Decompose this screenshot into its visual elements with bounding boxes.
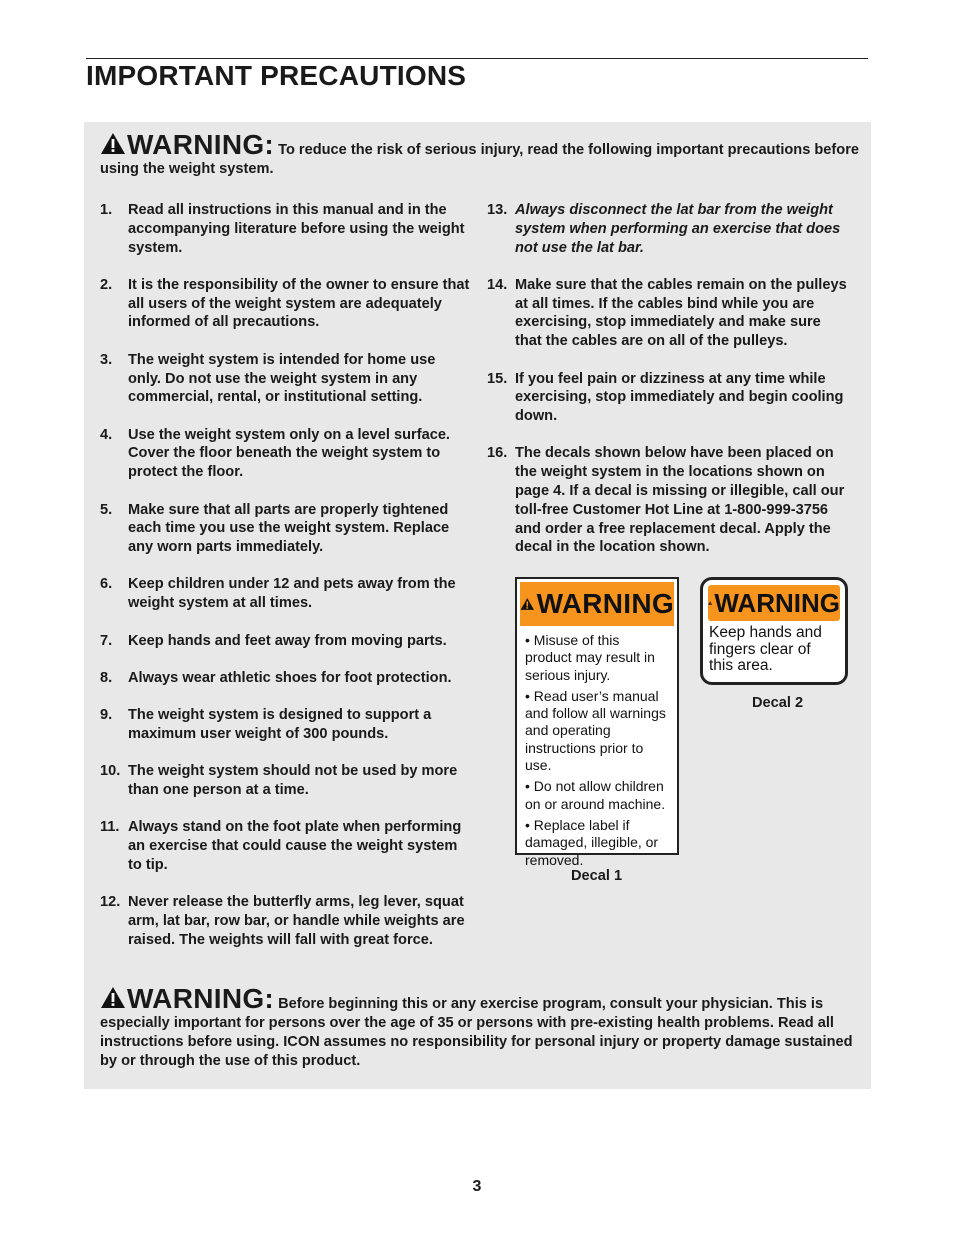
warning-triangle-icon xyxy=(520,593,535,615)
precaution-text: The decals shown below have been placed on the weight system in the locations shown on page 4. If a decal is missing or illegible, call our toll-free Customer Hot Line at 1-800-999-3756 and order a free replacement decal. Apply the decal in the location shown. xyxy=(515,445,845,556)
warning-top-label: WARNING: xyxy=(127,129,275,160)
precaution-number: 15. xyxy=(487,370,508,387)
warning-triangle-icon xyxy=(708,593,712,613)
precaution-number: 5. xyxy=(100,501,113,518)
warning-bottom-label: WARNING: xyxy=(127,983,275,1014)
decal-1-bullet: • Misuse of this product may result in serious injury. xyxy=(525,632,655,683)
precaution-text: Read all instructions in this manual and in the accompanying literature before using the weight system. xyxy=(128,202,465,256)
warning-triangle-icon xyxy=(100,132,126,155)
precaution-number: 1. xyxy=(100,202,113,218)
precaution-item xyxy=(100,501,470,557)
page-number: 3 xyxy=(472,1178,482,1195)
precaution-text: Keep hands and feet away from moving parts. xyxy=(128,632,447,649)
top-rule xyxy=(86,58,868,59)
precaution-number: 11. xyxy=(100,819,120,836)
precaution-text: Always stand on the foot plate when performing an exercise that could cause the weight system to tip. xyxy=(128,819,462,873)
precaution-text: Keep children under 12 and pets away from the weight system at all times. xyxy=(128,576,456,612)
precaution-text: Always wear athletic shoes for foot protection. xyxy=(128,669,452,686)
decal-1-bullet: • Read user’s manual and follow all warnings and operating instructions prior to use. xyxy=(525,687,666,774)
precaution-number: 12. xyxy=(100,894,121,911)
precautions-left-column xyxy=(100,201,470,968)
warning-top xyxy=(100,129,860,179)
decal-2 xyxy=(700,577,848,685)
precaution-text: Make sure that all parts are properly tightened each time you use the weight system. Replace any worn parts immediately. xyxy=(128,501,450,556)
precaution-item xyxy=(100,201,470,257)
precaution-text: It is the responsibility of the owner to ensure that all users of the weight system are adequately informed of all precautions. xyxy=(128,276,470,331)
precaution-number: 14. xyxy=(487,276,508,293)
page-title: IMPORTANT PRECAUTIONS xyxy=(86,60,467,91)
precaution-number: 16. xyxy=(487,445,508,462)
precaution-text: The weight system is designed to support a maximum user weight of 300 pounds. xyxy=(128,707,432,742)
precaution-text: Use the weight system only on a level surface. Cover the floor beneath the weight system to protect the floor. xyxy=(128,426,450,481)
precaution-item xyxy=(100,351,470,407)
precaution-item xyxy=(100,632,470,651)
decal-2-text: Keep hands and fingers clear of this area. xyxy=(709,624,822,674)
precaution-item xyxy=(100,575,470,613)
warning-bottom xyxy=(100,983,860,1071)
precautions-right-column xyxy=(487,201,851,576)
decal-1-header: WARNING xyxy=(520,582,674,626)
precaution-text: Never release the butterfly arms, leg lever, squat arm, lat bar, row bar, or handle while weights are raised. The weights will fall with great force. xyxy=(128,894,465,948)
precaution-item xyxy=(100,669,470,688)
warning-top-text: To reduce the risk of serious injury, read the following important precautions before using the weight system. xyxy=(100,142,859,177)
precaution-number: 4. xyxy=(100,426,113,443)
decal-2-caption: Decal 2 xyxy=(752,695,804,711)
precaution-number: 10. xyxy=(100,763,121,780)
warning-triangle-icon xyxy=(100,986,126,1009)
precaution-item xyxy=(487,276,851,351)
decal-1 xyxy=(515,577,679,868)
precaution-item xyxy=(487,444,851,557)
precaution-text: The weight system should not be used by more than one person at a time. xyxy=(128,763,458,799)
precaution-item xyxy=(100,818,470,874)
precaution-text: The weight system is intended for home use only. Do not use the weight system in any commercial, rental, or institutional setting. xyxy=(128,351,436,406)
precaution-item xyxy=(100,426,470,482)
decal-1-bullet: • Do not allow children on or around machine. xyxy=(525,778,666,812)
warning-bottom-text: Before beginning this or any exercise program, consult your physician. This is especially important for persons over the age of 35 or persons with pre-existing health problems. Read all instructions before using. ICON assumes no responsibility for personal injury or property damage sustained by or through the use of this product. xyxy=(100,996,853,1069)
precaution-item xyxy=(487,370,851,426)
decal-1-bullet: • Replace label if damaged, illegible, or removed. xyxy=(525,816,659,868)
precaution-item xyxy=(100,706,470,744)
precaution-number: 7. xyxy=(100,632,113,649)
decal-1-caption: Decal 1 xyxy=(571,868,623,884)
precaution-number: 9. xyxy=(100,707,113,724)
decal-2-header: WARNING xyxy=(708,585,840,621)
precaution-text: Always disconnect the lat bar from the weight system when performing an exercise that does not use the lat bar. xyxy=(515,202,841,256)
precaution-item xyxy=(487,201,851,257)
precaution-number: 3. xyxy=(100,351,113,368)
precaution-item xyxy=(100,893,470,949)
precaution-item xyxy=(100,762,470,800)
precaution-number: 6. xyxy=(100,576,113,593)
precaution-number: 2. xyxy=(100,276,113,293)
precaution-number: 13. xyxy=(487,202,508,218)
precaution-text: If you feel pain or dizziness at any time while exercising, stop immediately and begin cooling down. xyxy=(515,370,844,425)
precaution-text: Make sure that the cables remain on the pulleys at all times. If the cables bind while you are exercising, stop immediately and make sure that the cables are on all of the pulleys. xyxy=(515,276,847,350)
precaution-number: 8. xyxy=(100,669,113,686)
decal-1-bullets xyxy=(517,626,677,869)
precaution-item xyxy=(100,276,470,332)
